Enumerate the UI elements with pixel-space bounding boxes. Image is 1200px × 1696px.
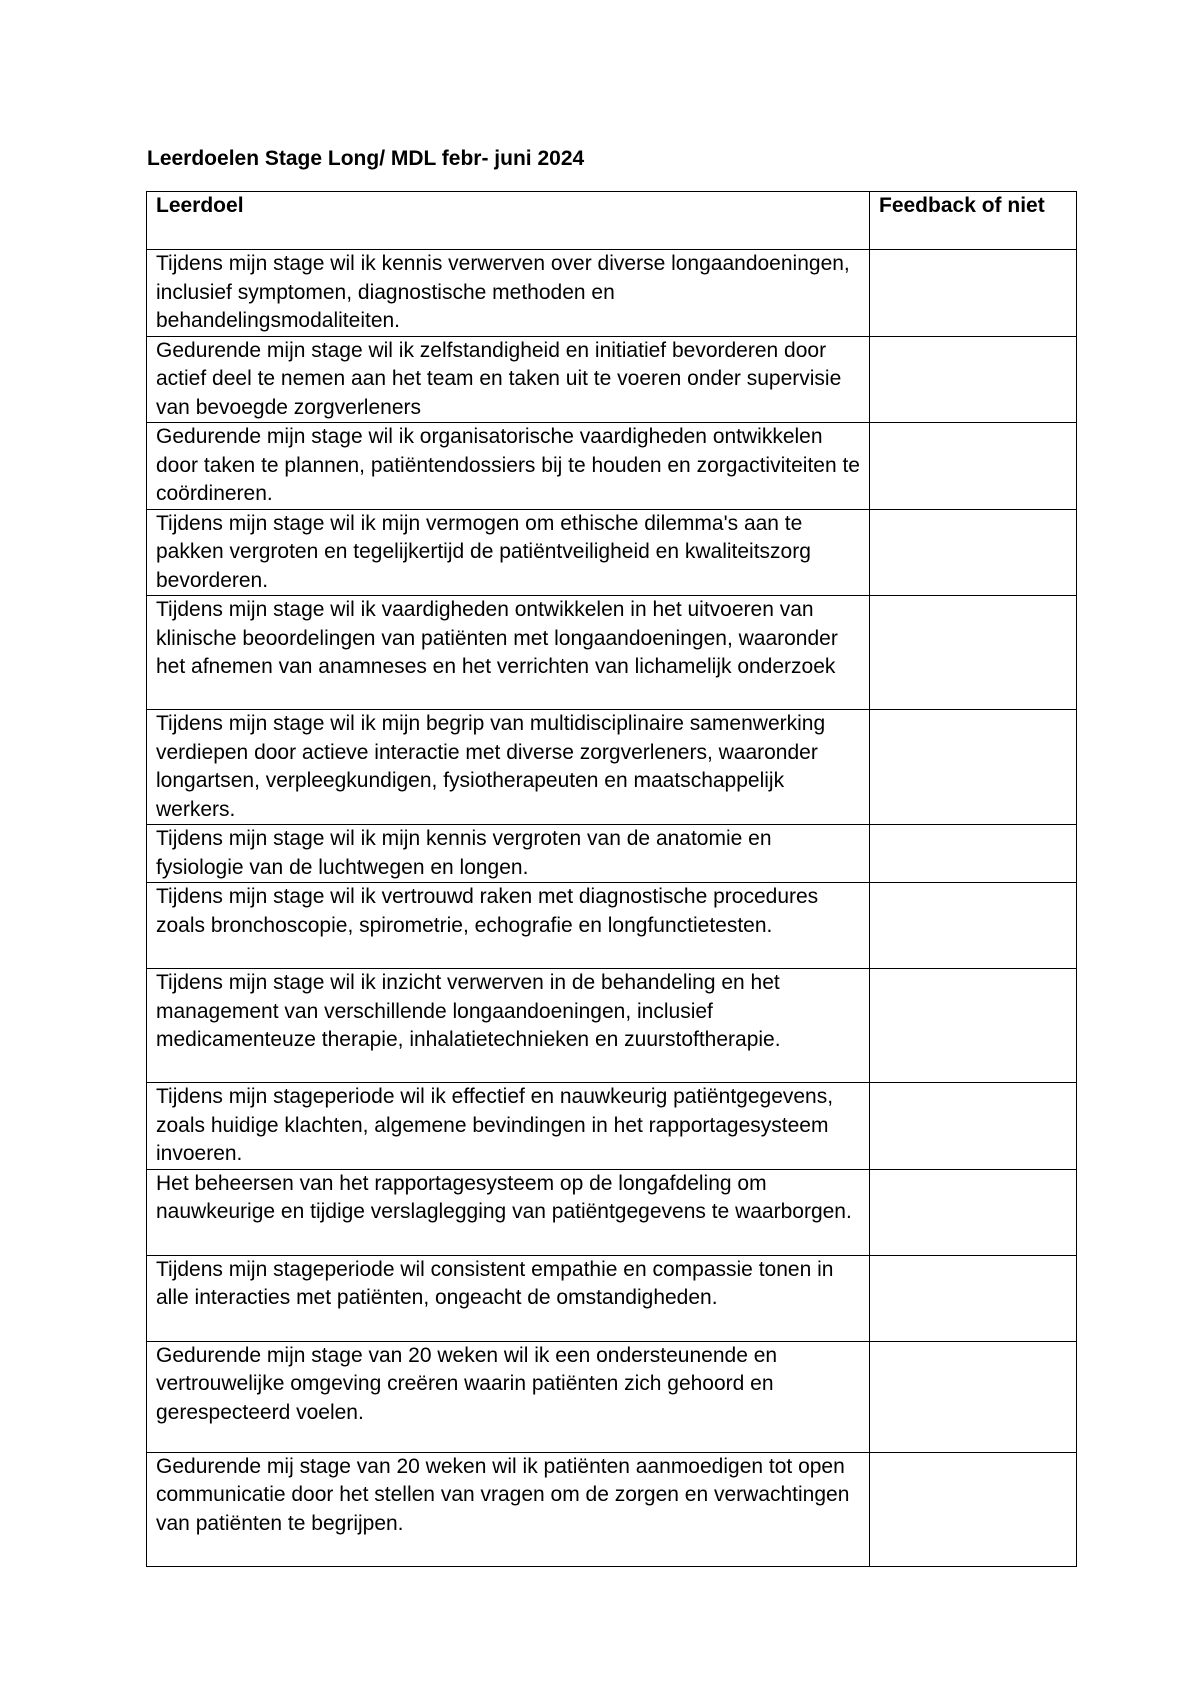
table-row: [147, 1452, 1077, 1566]
goal-cell: Gedurende mij stage van 20 weken wil ik patiënten aanmoedigen tot open communicatie door het stellen van vragen om de zorgen en verwachtingen van patiënten te begrijpen.: [147, 1452, 870, 1566]
feedback-cell: [870, 825, 1077, 883]
feedback-cell: [870, 250, 1077, 337]
goal-cell: Het beheersen van het rapportagesysteem op de longafdeling om nauwkeurige en tijdige verslaglegging van patiëntgegevens te waarborgen.: [147, 1169, 870, 1255]
table-row: [147, 710, 1077, 825]
table-row: [147, 336, 1077, 423]
feedback-cell: [870, 596, 1077, 710]
goal-cell: Tijdens mijn stage wil ik inzicht verwerven in de behandeling en het management van verschillende longaandoeningen, inclusief medicamenteuze therapie, inhalatietechnieken en zuurstoftherapie.: [147, 969, 870, 1083]
goal-cell: Gedurende mijn stage wil ik zelfstandigheid en initiatief bevorderen door actief deel te nemen aan het team en taken uit te voeren onder supervisie van bevoegde zorgverleners: [147, 336, 870, 423]
goal-cell: Tijdens mijn stageperiode wil ik effectief en nauwkeurig patiëntgegevens, zoals huidige klachten, algemene bevindingen in het rapportagesysteem invoeren.: [147, 1083, 870, 1170]
page-title: Leerdoelen Stage Long/ MDL febr- juni 2024: [147, 147, 585, 170]
goal-cell: Tijdens mijn stage wil ik mijn vermogen om ethische dilemma's aan te pakken vergroten en tegelijkertijd de patiëntveiligheid en kwaliteitszorg bevorderen.: [147, 509, 870, 596]
table-row: [147, 1169, 1077, 1255]
feedback-cell: [870, 336, 1077, 423]
table-row: [147, 509, 1077, 596]
table-row: [147, 596, 1077, 710]
feedback-cell: [870, 1452, 1077, 1566]
goal-cell: Tijdens mijn stage wil ik vaardigheden ontwikkelen in het uitvoeren van klinische beoordelingen van patiënten met longaandoeningen, waaronder het afnemen van anamneses en het verrichten van lichamelijk onderzoek: [147, 596, 870, 710]
table-row: [147, 883, 1077, 969]
feedback-cell: [870, 1341, 1077, 1452]
table-row: [147, 825, 1077, 883]
feedback-cell: [870, 710, 1077, 825]
goal-cell: Gedurende mijn stage van 20 weken wil ik een ondersteunende en vertrouwelijke omgeving creëren waarin patiënten zich gehoord en gerespecteerd voelen.: [147, 1341, 870, 1452]
feedback-cell: [870, 423, 1077, 510]
table-row: [147, 1083, 1077, 1170]
goal-cell: Tijdens mijn stage wil ik mijn kennis vergroten van de anatomie en fysiologie van de luchtwegen en longen.: [147, 825, 870, 883]
header-feedback: Feedback of niet: [870, 192, 1077, 250]
header-goal: Leerdoel: [147, 192, 870, 250]
feedback-cell: [870, 1255, 1077, 1341]
table-row: [147, 969, 1077, 1083]
goal-cell: Gedurende mijn stage wil ik organisatorische vaardigheden ontwikkelen door taken te plannen, patiëntendossiers bij te houden en zorgactiviteiten te coördineren.: [147, 423, 870, 510]
feedback-cell: [870, 969, 1077, 1083]
goal-cell: Tijdens mijn stage wil ik kennis verwerven over diverse longaandoeningen, inclusief symptomen, diagnostische methoden en behandelingsmodaliteiten.: [147, 250, 870, 337]
table-row: [147, 1255, 1077, 1341]
learning-goals-table: [146, 191, 1077, 1567]
goal-cell: Tijdens mijn stage wil ik mijn begrip van multidisciplinaire samenwerking verdiepen door actieve interactie met diverse zorgverleners, waaronder longartsen, verpleegkundigen, fysiotherapeuten en maatschappelijk werkers.: [147, 710, 870, 825]
feedback-cell: [870, 509, 1077, 596]
table-header-row: [147, 192, 1077, 250]
feedback-cell: [870, 1169, 1077, 1255]
goal-cell: Tijdens mijn stage wil ik vertrouwd raken met diagnostische procedures zoals bronchoscopie, spirometrie, echografie en longfunctietesten.: [147, 883, 870, 969]
table-row: [147, 423, 1077, 510]
feedback-cell: [870, 883, 1077, 969]
table-row: [147, 250, 1077, 337]
goal-cell: Tijdens mijn stageperiode wil consistent empathie en compassie tonen in alle interacties met patiënten, ongeacht de omstandigheden.: [147, 1255, 870, 1341]
feedback-cell: [870, 1083, 1077, 1170]
table-row: [147, 1341, 1077, 1452]
